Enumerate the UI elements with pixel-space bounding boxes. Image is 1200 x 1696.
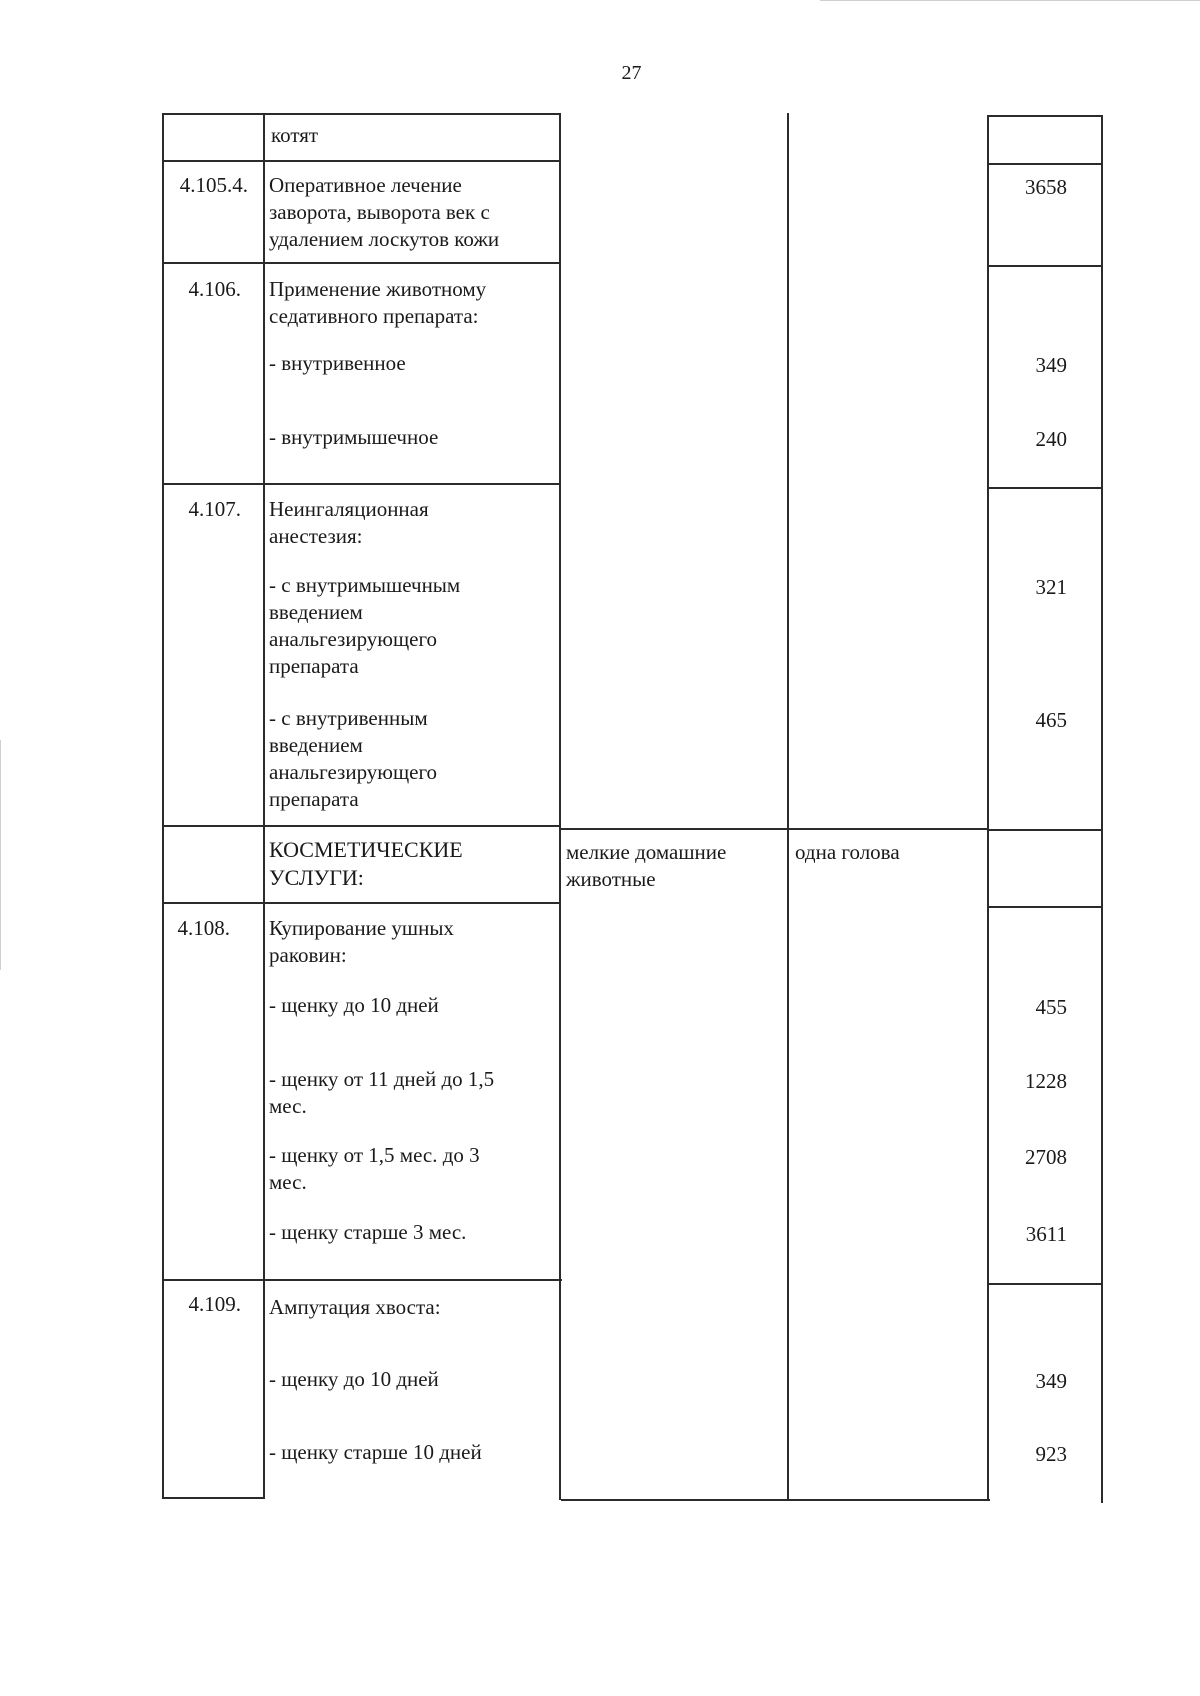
price: 321 (1035, 575, 1067, 599)
service-item: анальгезирующего (269, 760, 438, 784)
service-name: Купирование ушных (269, 916, 454, 940)
service-code: 4.105.4. (179, 173, 248, 197)
service-name: седативного препарата: (269, 304, 479, 328)
service-code: 4.109. (188, 1292, 241, 1316)
table-grid-line (987, 829, 1102, 831)
page-number: 27 (621, 62, 642, 84)
service-name: Неингаляционная (269, 497, 429, 521)
table-grid-line (162, 902, 560, 904)
animal-type: мелкие домашние (566, 840, 727, 864)
price: 240 (1035, 427, 1067, 451)
section-header: УСЛУГИ: (269, 865, 364, 890)
service-name: Применение животному (269, 277, 487, 301)
price: 3658 (1025, 175, 1067, 199)
table-grid-line (162, 160, 560, 162)
price: 349 (1035, 353, 1067, 377)
service-item: - щенку от 1,5 мес. до 3 (269, 1143, 480, 1167)
service-name: анестезия: (269, 524, 363, 548)
service-item: препарата (269, 787, 359, 811)
price: 3611 (1025, 1222, 1067, 1246)
service-name: удалением лоскутов кожи (269, 227, 500, 251)
service-item: введением (269, 600, 363, 624)
table-grid-line (162, 483, 560, 485)
table-grid-line (1101, 115, 1103, 1503)
table-grid-line (263, 113, 265, 1499)
unit: одна голова (795, 840, 900, 864)
service-item: введением (269, 733, 363, 757)
table-grid-line (987, 115, 1102, 117)
price: 455 (1035, 995, 1067, 1019)
service-item: анальгезирующего (269, 627, 438, 651)
table-grid-line (987, 115, 989, 1500)
service-name: Ампутация хвоста: (269, 1295, 441, 1319)
service-item: - щенку старше 3 мес. (269, 1220, 467, 1244)
table-grid-line (162, 825, 560, 827)
table-grid-line (162, 1279, 562, 1281)
table-grid-line (987, 487, 1102, 489)
service-item: мес. (269, 1170, 307, 1194)
table-grid-line (561, 1499, 990, 1501)
table-grid-line (560, 828, 989, 830)
table-grid-line (559, 113, 561, 1500)
service-item: - щенку старше 10 дней (269, 1440, 482, 1464)
service-item: - щенку от 11 дней до 1,5 (269, 1067, 495, 1091)
service-name: заворота, выворота век с (269, 200, 490, 224)
animal-type: животные (566, 867, 656, 891)
service-code: 4.106. (188, 277, 241, 301)
service-item: - с внутривенным (269, 706, 428, 730)
table-grid-line (987, 265, 1102, 267)
section-header: КОСМЕТИЧЕСКИЕ (269, 837, 463, 862)
price: 2708 (1025, 1145, 1067, 1169)
price: 465 (1035, 708, 1067, 732)
table-grid-line (162, 1497, 264, 1499)
table-grid-line (987, 906, 1102, 908)
service-item: мес. (269, 1094, 307, 1118)
table-grid-line (787, 113, 789, 1500)
service-item: - внутримышечное (269, 425, 439, 449)
scan-edge-top (820, 0, 1200, 1)
price: 1228 (1025, 1069, 1067, 1093)
service-item: - с внутримышечным (269, 573, 461, 597)
service-name: Оперативное лечение (269, 173, 462, 197)
table-grid-line (162, 262, 560, 264)
service-code: 4.107. (188, 497, 241, 521)
service-code: 4.108. (177, 916, 230, 940)
table-grid-line (987, 1283, 1102, 1285)
service-item: - щенку до 10 дней (269, 1367, 439, 1391)
service-name: раковин: (269, 943, 347, 967)
price: 349 (1035, 1369, 1067, 1393)
scan-edge-left (0, 740, 1, 970)
table-grid-line (987, 163, 1102, 165)
service-item: - внутривенное (269, 351, 406, 375)
service-item: - щенку до 10 дней (269, 993, 439, 1017)
table-grid-line (162, 113, 560, 115)
price: 923 (1035, 1442, 1067, 1466)
service-item: препарата (269, 654, 359, 678)
service-name: котят (271, 123, 319, 147)
